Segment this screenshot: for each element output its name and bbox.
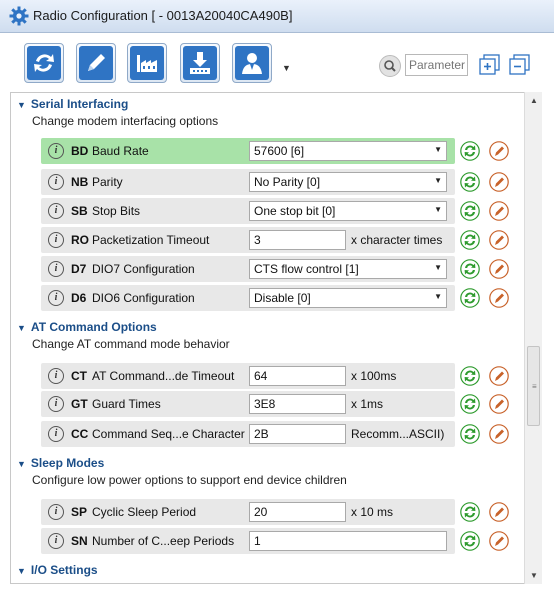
update-firmware-icon	[186, 49, 214, 77]
param-input[interactable]: 1	[249, 531, 447, 551]
param-label: Number of C...eep Periods	[92, 534, 235, 548]
param-select[interactable]	[249, 201, 447, 221]
param-code: CC	[71, 427, 89, 441]
pencil-icon	[489, 259, 509, 279]
param-input[interactable]: 2B	[249, 424, 346, 444]
param-label: Parity	[92, 175, 123, 189]
section-description: Configure low power options to support end device children	[32, 473, 347, 487]
param-code: NB	[71, 175, 89, 189]
info-icon[interactable]: i	[48, 290, 64, 306]
refresh-icon	[460, 531, 480, 551]
section-title[interactable]	[17, 320, 157, 334]
write-param-button[interactable]	[489, 259, 509, 279]
param-label: Baud Rate	[92, 144, 149, 158]
info-icon[interactable]: i	[48, 143, 64, 159]
param-select-value: Disable [0]	[254, 291, 311, 305]
read-param-button[interactable]	[460, 394, 480, 414]
param-label: DIO6 Configuration	[92, 291, 195, 305]
refresh-icon	[460, 502, 480, 522]
param-select-value: CTS flow control [1]	[254, 262, 359, 276]
param-unit: x 10 ms	[351, 505, 394, 519]
info-icon[interactable]: i	[48, 261, 64, 277]
write-icon	[82, 49, 110, 77]
scroll-up-arrow[interactable]: ▲	[530, 96, 538, 105]
param-select-value: No Parity [0]	[254, 175, 321, 189]
write-param-button[interactable]	[489, 394, 509, 414]
collapse-triangle-icon[interactable]: ▼	[17, 459, 26, 469]
param-row-ct	[41, 363, 455, 389]
write-param-button[interactable]	[489, 502, 509, 522]
param-label: Cyclic Sleep Period	[92, 505, 197, 519]
expand-all-icon[interactable]	[479, 54, 500, 75]
param-unit: x 1ms	[351, 397, 384, 411]
info-icon[interactable]: i	[48, 174, 64, 190]
read-param-button[interactable]	[460, 141, 480, 161]
param-label: DIO7 Configuration	[92, 262, 195, 276]
param-code: SP	[71, 505, 88, 519]
section-title[interactable]	[17, 456, 104, 470]
param-label: Command Seq...e Character	[92, 427, 245, 441]
section-title[interactable]	[17, 97, 128, 111]
read-param-button[interactable]	[460, 288, 480, 308]
info-icon[interactable]: i	[48, 504, 64, 520]
write-param-button[interactable]	[489, 288, 509, 308]
section-title-text: AT Command Options	[30, 320, 157, 334]
read-param-button[interactable]	[460, 366, 480, 386]
section-title-text: Sleep Modes	[30, 456, 105, 470]
toolbar	[0, 34, 554, 92]
pencil-icon	[489, 531, 509, 551]
search-icon[interactable]	[379, 55, 401, 77]
refresh-icon	[460, 172, 480, 192]
write-param-button[interactable]	[489, 141, 509, 161]
pencil-icon	[489, 172, 509, 192]
pencil-icon	[489, 394, 509, 414]
read-param-button[interactable]	[460, 230, 480, 250]
write-param-button[interactable]	[489, 230, 509, 250]
pencil-icon	[489, 502, 509, 522]
param-input[interactable]: 20	[249, 502, 346, 522]
info-icon[interactable]: i	[48, 232, 64, 248]
param-code: CT	[71, 369, 87, 383]
scroll-thumb[interactable]: ≡	[527, 346, 540, 426]
section-description: Change AT command mode behavior	[32, 337, 230, 351]
parameter-search-input[interactable]	[405, 54, 468, 76]
write-param-button[interactable]	[489, 424, 509, 444]
param-select-value: One stop bit [0]	[254, 204, 336, 218]
refresh-icon	[460, 230, 480, 250]
refresh-icon	[460, 366, 480, 386]
refresh-icon	[460, 394, 480, 414]
chevron-down-icon[interactable]: ▼	[434, 145, 442, 154]
chevron-down-icon[interactable]: ▼	[434, 263, 442, 272]
profile-icon	[238, 49, 266, 77]
param-row-ro	[41, 227, 455, 253]
param-code: D7	[71, 262, 87, 276]
refresh-icon	[460, 201, 480, 221]
read-param-button[interactable]	[460, 502, 480, 522]
pencil-icon	[489, 424, 509, 444]
scroll-down-arrow[interactable]: ▼	[530, 571, 538, 580]
section-title[interactable]	[17, 563, 98, 577]
param-unit: x character times	[351, 233, 443, 247]
section-title-text: I/O Settings	[30, 563, 98, 577]
param-select-value: 57600 [6]	[254, 144, 305, 158]
factory-icon	[133, 49, 161, 77]
param-input[interactable]: 64	[249, 366, 346, 386]
refresh-icon	[460, 424, 480, 444]
chevron-down-icon[interactable]: ▼	[434, 205, 442, 214]
param-row-sp	[41, 499, 455, 525]
param-row-bd	[41, 138, 455, 164]
read-param-button[interactable]	[460, 172, 480, 192]
param-code: SB	[71, 204, 88, 218]
read-icon	[30, 49, 58, 77]
param-code: GT	[71, 397, 88, 411]
param-label: Guard Times	[92, 397, 161, 411]
chevron-down-icon[interactable]: ▼	[434, 176, 442, 185]
param-row-sn	[41, 528, 455, 554]
profile-button[interactable]	[232, 43, 272, 83]
refresh-icon	[460, 141, 480, 161]
write-param-button[interactable]	[489, 201, 509, 221]
gear-icon	[9, 6, 29, 26]
read-param-button[interactable]	[460, 424, 480, 444]
collapse-triangle-icon[interactable]: ▼	[17, 566, 26, 576]
pencil-icon	[489, 288, 509, 308]
title-bar	[0, 0, 554, 33]
param-unit: x 100ms	[351, 369, 397, 383]
chevron-down-icon[interactable]: ▼	[434, 292, 442, 301]
collapse-triangle-icon[interactable]: ▼	[17, 323, 26, 333]
update-firmware-button[interactable]	[180, 43, 220, 83]
param-label: AT Command...de Timeout	[92, 369, 235, 383]
param-label: Packetization Timeout	[92, 233, 210, 247]
collapse-triangle-icon[interactable]: ▼	[17, 100, 26, 110]
window-title: Radio Configuration [ - 0013A20040CA490B]	[33, 8, 293, 23]
read-param-button[interactable]	[460, 531, 480, 551]
write-param-button[interactable]	[489, 366, 509, 386]
vertical-scrollbar[interactable]	[524, 92, 542, 584]
write-button[interactable]	[76, 43, 116, 83]
param-code: BD	[71, 144, 89, 158]
param-code: SN	[71, 534, 88, 548]
param-row-sb	[41, 198, 455, 224]
read-param-button[interactable]	[460, 201, 480, 221]
param-row-d7	[41, 256, 455, 282]
section-description: Change modem interfacing options	[32, 114, 219, 128]
param-row-nb	[41, 169, 455, 195]
param-select[interactable]	[249, 259, 447, 279]
pencil-icon	[489, 366, 509, 386]
param-label: Stop Bits	[92, 204, 141, 218]
info-icon[interactable]: i	[48, 396, 64, 412]
info-icon[interactable]: i	[48, 203, 64, 219]
load-defaults-button[interactable]	[127, 43, 167, 83]
info-icon[interactable]: i	[48, 426, 64, 442]
param-input[interactable]: 3	[249, 230, 346, 250]
section-title-text: Serial Interfacing	[30, 97, 129, 111]
parameter-panel	[10, 92, 542, 584]
param-code: RO	[71, 233, 89, 247]
param-row-gt	[41, 391, 455, 417]
param-row-d6	[41, 285, 455, 311]
param-select[interactable]	[249, 172, 447, 192]
param-select[interactable]	[249, 288, 447, 308]
pencil-icon	[489, 230, 509, 250]
write-param-button[interactable]	[489, 531, 509, 551]
collapse-all-icon[interactable]	[509, 54, 530, 75]
info-icon[interactable]: i	[48, 533, 64, 549]
refresh-icon	[460, 259, 480, 279]
pencil-icon	[489, 141, 509, 161]
pencil-icon	[489, 201, 509, 221]
param-unit: Recomm...ASCII)	[351, 427, 445, 441]
write-param-button[interactable]	[489, 172, 509, 192]
param-input[interactable]: 3E8	[249, 394, 346, 414]
read-param-button[interactable]	[460, 259, 480, 279]
read-button[interactable]	[24, 43, 64, 83]
param-select[interactable]	[249, 141, 447, 161]
param-code: D6	[71, 291, 87, 305]
profile-dropdown-arrow[interactable]: ▼	[282, 63, 291, 73]
refresh-icon	[460, 288, 480, 308]
info-icon[interactable]: i	[48, 368, 64, 384]
param-row-cc	[41, 421, 455, 447]
